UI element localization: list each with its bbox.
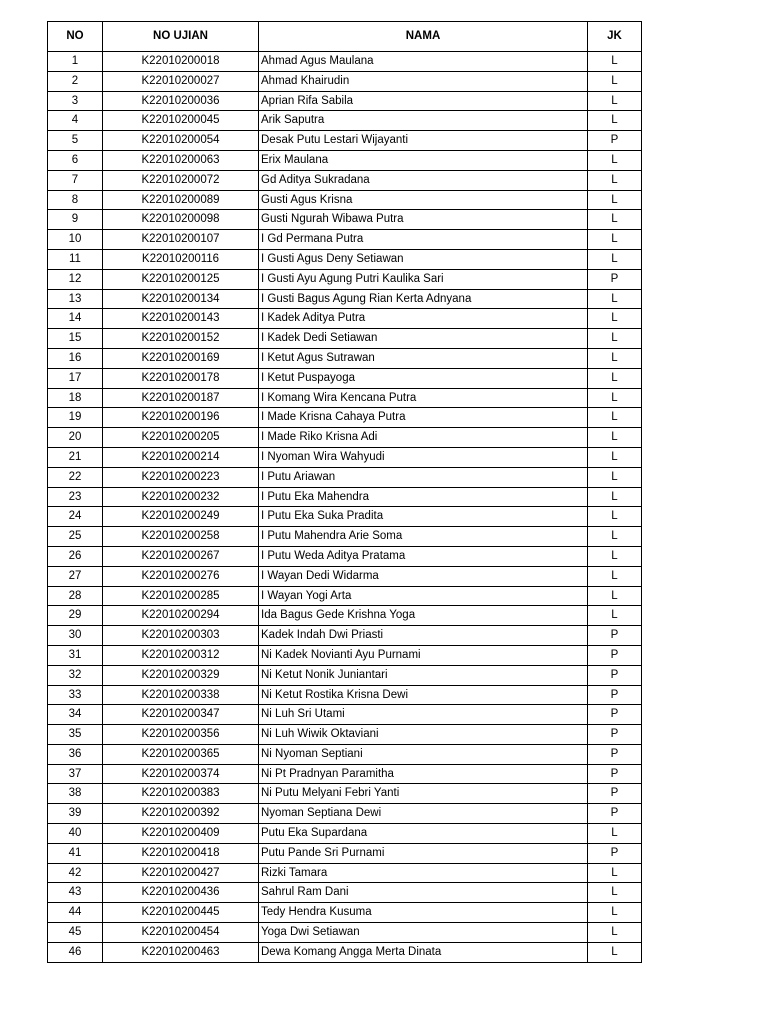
table-row [48, 428, 642, 448]
row-number: 11 [48, 249, 103, 269]
student-name: I Ketut Agus Sutrawan [259, 348, 588, 368]
exam-number: K22010200169 [103, 348, 259, 368]
gender: L [588, 487, 642, 507]
table-row [48, 784, 642, 804]
gender: L [588, 91, 642, 111]
exam-number: K22010200196 [103, 408, 259, 428]
exam-number: K22010200258 [103, 527, 259, 547]
student-name: Gusti Ngurah Wibawa Putra [259, 210, 588, 230]
table-row [48, 447, 642, 467]
row-number: 27 [48, 566, 103, 586]
row-number: 5 [48, 131, 103, 151]
exam-number: K22010200089 [103, 190, 259, 210]
student-name: Ida Bagus Gede Krishna Yoga [259, 606, 588, 626]
table-row [48, 71, 642, 91]
row-number: 20 [48, 428, 103, 448]
student-name: I Putu Ariawan [259, 467, 588, 487]
table-row [48, 249, 642, 269]
exam-number: K22010200134 [103, 289, 259, 309]
row-number: 16 [48, 348, 103, 368]
exam-number: K22010200454 [103, 923, 259, 943]
gender: L [588, 368, 642, 388]
gender: L [588, 309, 642, 329]
table-row [48, 586, 642, 606]
table-row [48, 309, 642, 329]
table-row [48, 942, 642, 962]
row-number: 26 [48, 546, 103, 566]
table-row [48, 329, 642, 349]
student-name: I Nyoman Wira Wahyudi [259, 447, 588, 467]
exam-number: K22010200436 [103, 883, 259, 903]
row-number: 8 [48, 190, 103, 210]
row-number: 6 [48, 150, 103, 170]
exam-number: K22010200143 [103, 309, 259, 329]
table-row [48, 269, 642, 289]
exam-number: K22010200187 [103, 388, 259, 408]
student-name: Ni Kadek Novianti Ayu Purnami [259, 645, 588, 665]
header-no: NO [48, 22, 103, 52]
row-number: 25 [48, 527, 103, 547]
gender: P [588, 725, 642, 745]
gender: L [588, 942, 642, 962]
student-name: I Putu Mahendra Arie Soma [259, 527, 588, 547]
gender: L [588, 586, 642, 606]
row-number: 18 [48, 388, 103, 408]
table-row [48, 626, 642, 646]
student-name: I Wayan Dedi Widarma [259, 566, 588, 586]
student-name: Erix Maulana [259, 150, 588, 170]
student-name: I Komang Wira Kencana Putra [259, 388, 588, 408]
row-number: 41 [48, 843, 103, 863]
exam-number: K22010200063 [103, 150, 259, 170]
table-row [48, 230, 642, 250]
student-name: Ni Ketut Rostika Krisna Dewi [259, 685, 588, 705]
gender: L [588, 408, 642, 428]
gender: L [588, 863, 642, 883]
participant-table [47, 21, 642, 963]
exam-number: K22010200312 [103, 645, 259, 665]
student-name: Ni Putu Melyani Febri Yanti [259, 784, 588, 804]
row-number: 23 [48, 487, 103, 507]
gender: P [588, 804, 642, 824]
exam-number: K22010200347 [103, 705, 259, 725]
table-row [48, 91, 642, 111]
gender: L [588, 527, 642, 547]
row-number: 7 [48, 170, 103, 190]
row-number: 22 [48, 467, 103, 487]
table-row [48, 210, 642, 230]
row-number: 13 [48, 289, 103, 309]
exam-number: K22010200267 [103, 546, 259, 566]
exam-number: K22010200214 [103, 447, 259, 467]
table-row [48, 289, 642, 309]
table-row [48, 843, 642, 863]
gender: P [588, 626, 642, 646]
row-number: 15 [48, 329, 103, 349]
gender: P [588, 784, 642, 804]
gender: L [588, 150, 642, 170]
exam-number: K22010200374 [103, 764, 259, 784]
row-number: 14 [48, 309, 103, 329]
gender: P [588, 269, 642, 289]
table-body [48, 52, 642, 963]
row-number: 28 [48, 586, 103, 606]
student-name: Putu Pande Sri Purnami [259, 843, 588, 863]
row-number: 3 [48, 91, 103, 111]
exam-number: K22010200365 [103, 744, 259, 764]
student-name: I Kadek Dedi Setiawan [259, 329, 588, 349]
table-row [48, 52, 642, 72]
row-number: 10 [48, 230, 103, 250]
row-number: 37 [48, 764, 103, 784]
row-number: 34 [48, 705, 103, 725]
gender: L [588, 388, 642, 408]
student-name: Ni Luh Sri Utami [259, 705, 588, 725]
exam-number: K22010200205 [103, 428, 259, 448]
row-number: 33 [48, 685, 103, 705]
header-jk: JK [588, 22, 642, 52]
exam-number: K22010200418 [103, 843, 259, 863]
student-name: Arik Saputra [259, 111, 588, 131]
student-name: Gusti Agus Krisna [259, 190, 588, 210]
student-name: I Made Krisna Cahaya Putra [259, 408, 588, 428]
gender: P [588, 744, 642, 764]
row-number: 1 [48, 52, 103, 72]
gender: L [588, 52, 642, 72]
student-name: I Gusti Ayu Agung Putri Kaulika Sari [259, 269, 588, 289]
exam-number: K22010200463 [103, 942, 259, 962]
header-no-ujian: NO UJIAN [103, 22, 259, 52]
table-row [48, 824, 642, 844]
table-row [48, 111, 642, 131]
row-number: 42 [48, 863, 103, 883]
gender: P [588, 131, 642, 151]
student-name: I Gd Permana Putra [259, 230, 588, 250]
exam-number: K22010200285 [103, 586, 259, 606]
exam-number: K22010200152 [103, 329, 259, 349]
exam-number: K22010200356 [103, 725, 259, 745]
gender: L [588, 230, 642, 250]
gender: L [588, 289, 642, 309]
table-row [48, 685, 642, 705]
student-name: I Kadek Aditya Putra [259, 309, 588, 329]
gender: P [588, 764, 642, 784]
exam-number: K22010200392 [103, 804, 259, 824]
gender: P [588, 685, 642, 705]
row-number: 32 [48, 665, 103, 685]
student-name: Kadek Indah Dwi Priasti [259, 626, 588, 646]
exam-number: K22010200223 [103, 467, 259, 487]
gender: L [588, 428, 642, 448]
table-row [48, 883, 642, 903]
table-row [48, 487, 642, 507]
exam-number: K22010200445 [103, 903, 259, 923]
student-name: Ni Luh Wiwik Oktaviani [259, 725, 588, 745]
student-name: I Putu Eka Mahendra [259, 487, 588, 507]
student-name: Dewa Komang Angga Merta Dinata [259, 942, 588, 962]
table-row [48, 804, 642, 824]
exam-number: K22010200294 [103, 606, 259, 626]
student-name: I Ketut Puspayoga [259, 368, 588, 388]
student-name: Gd Aditya Sukradana [259, 170, 588, 190]
table-row [48, 388, 642, 408]
row-number: 35 [48, 725, 103, 745]
row-number: 17 [48, 368, 103, 388]
student-name: Desak Putu Lestari Wijayanti [259, 131, 588, 151]
student-name: I Made Riko Krisna Adi [259, 428, 588, 448]
gender: L [588, 190, 642, 210]
table-row [48, 764, 642, 784]
exam-number: K22010200427 [103, 863, 259, 883]
gender: L [588, 903, 642, 923]
row-number: 30 [48, 626, 103, 646]
row-number: 29 [48, 606, 103, 626]
table-row [48, 150, 642, 170]
gender: L [588, 923, 642, 943]
exam-number: K22010200249 [103, 507, 259, 527]
gender: L [588, 467, 642, 487]
exam-number: K22010200107 [103, 230, 259, 250]
table-row [48, 368, 642, 388]
row-number: 9 [48, 210, 103, 230]
student-name: I Gusti Bagus Agung Rian Kerta Adnyana [259, 289, 588, 309]
row-number: 19 [48, 408, 103, 428]
gender: L [588, 348, 642, 368]
table-row [48, 903, 642, 923]
exam-number: K22010200054 [103, 131, 259, 151]
gender: L [588, 606, 642, 626]
table-row [48, 606, 642, 626]
exam-number: K22010200383 [103, 784, 259, 804]
exam-number: K22010200178 [103, 368, 259, 388]
table-row [48, 131, 642, 151]
table-row [48, 190, 642, 210]
exam-number: K22010200027 [103, 71, 259, 91]
exam-number: K22010200018 [103, 52, 259, 72]
exam-number: K22010200276 [103, 566, 259, 586]
gender: L [588, 210, 642, 230]
student-name: Ni Nyoman Septiani [259, 744, 588, 764]
table-row [48, 408, 642, 428]
student-name: I Putu Eka Suka Pradita [259, 507, 588, 527]
gender: L [588, 447, 642, 467]
row-number: 44 [48, 903, 103, 923]
row-number: 2 [48, 71, 103, 91]
exam-number: K22010200045 [103, 111, 259, 131]
table-row [48, 863, 642, 883]
table-row [48, 566, 642, 586]
student-name: Sahrul Ram Dani [259, 883, 588, 903]
row-number: 31 [48, 645, 103, 665]
table-row [48, 645, 642, 665]
exam-number: K22010200303 [103, 626, 259, 646]
row-number: 40 [48, 824, 103, 844]
exam-number: K22010200338 [103, 685, 259, 705]
gender: L [588, 824, 642, 844]
gender: L [588, 111, 642, 131]
student-name: Nyoman Septiana Dewi [259, 804, 588, 824]
student-name: Rizki Tamara [259, 863, 588, 883]
student-name: Putu Eka Supardana [259, 824, 588, 844]
exam-number: K22010200329 [103, 665, 259, 685]
exam-number: K22010200409 [103, 824, 259, 844]
table-row [48, 507, 642, 527]
table-row [48, 348, 642, 368]
table-row [48, 546, 642, 566]
row-number: 39 [48, 804, 103, 824]
gender: L [588, 329, 642, 349]
table-row [48, 725, 642, 745]
student-name: I Putu Weda Aditya Pratama [259, 546, 588, 566]
gender: P [588, 665, 642, 685]
table-row [48, 923, 642, 943]
row-number: 46 [48, 942, 103, 962]
student-name: I Gusti Agus Deny Setiawan [259, 249, 588, 269]
student-name: Ni Pt Pradnyan Paramitha [259, 764, 588, 784]
table-row [48, 467, 642, 487]
table-row [48, 665, 642, 685]
student-name: Ahmad Khairudin [259, 71, 588, 91]
table-row [48, 170, 642, 190]
gender: L [588, 507, 642, 527]
gender: L [588, 249, 642, 269]
row-number: 4 [48, 111, 103, 131]
student-name: Yoga Dwi Setiawan [259, 923, 588, 943]
gender: L [588, 566, 642, 586]
exam-number: K22010200125 [103, 269, 259, 289]
row-number: 45 [48, 923, 103, 943]
table-row [48, 705, 642, 725]
exam-number: K22010200072 [103, 170, 259, 190]
row-number: 36 [48, 744, 103, 764]
student-name: Tedy Hendra Kusuma [259, 903, 588, 923]
gender: P [588, 705, 642, 725]
student-name: Aprian Rifa Sabila [259, 91, 588, 111]
header-row [48, 22, 642, 52]
gender: P [588, 843, 642, 863]
table-header [48, 22, 642, 52]
gender: L [588, 883, 642, 903]
student-name: Ahmad Agus Maulana [259, 52, 588, 72]
student-name: I Wayan Yogi Arta [259, 586, 588, 606]
header-nama: NAMA [259, 22, 588, 52]
row-number: 38 [48, 784, 103, 804]
table-row [48, 527, 642, 547]
exam-number: K22010200232 [103, 487, 259, 507]
gender: P [588, 645, 642, 665]
gender: L [588, 71, 642, 91]
exam-number: K22010200116 [103, 249, 259, 269]
row-number: 24 [48, 507, 103, 527]
table-row [48, 744, 642, 764]
gender: L [588, 170, 642, 190]
row-number: 12 [48, 269, 103, 289]
gender: L [588, 546, 642, 566]
row-number: 21 [48, 447, 103, 467]
row-number: 43 [48, 883, 103, 903]
exam-number: K22010200098 [103, 210, 259, 230]
exam-number: K22010200036 [103, 91, 259, 111]
student-name: Ni Ketut Nonik Juniantari [259, 665, 588, 685]
